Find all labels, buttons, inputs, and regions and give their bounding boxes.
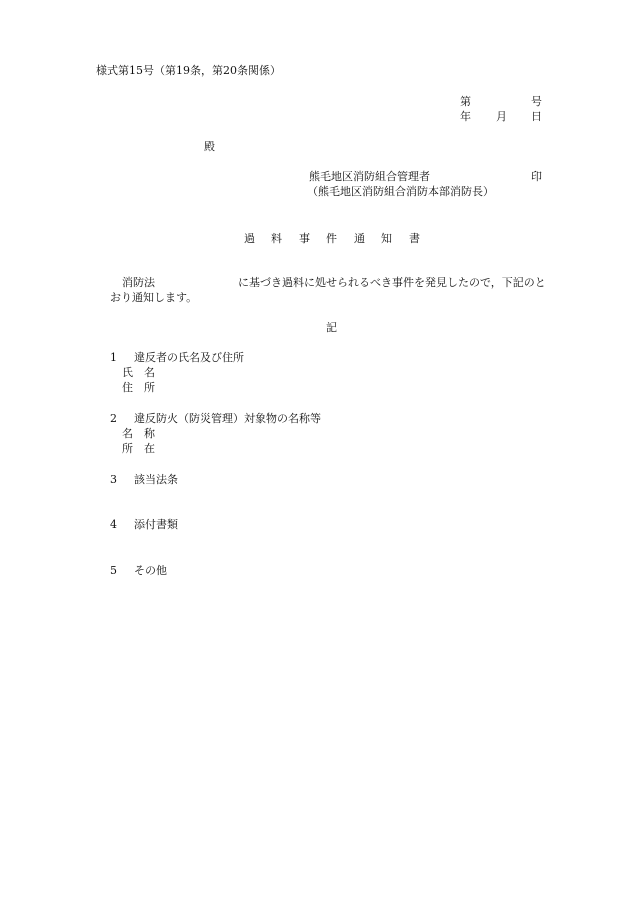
- section-title: 違反者の氏名及び住所: [134, 351, 244, 364]
- section-title: その他: [134, 564, 167, 577]
- title-char: 通: [354, 232, 365, 245]
- ki-label: 記: [326, 321, 337, 334]
- body-line1: に基づき過料に処せられるべき事件を発見したので，下記のと: [238, 276, 546, 289]
- doc-number-prefix: 第: [460, 95, 471, 108]
- section-number: 5: [110, 564, 117, 577]
- date-year: 年: [460, 110, 471, 123]
- section-title: 違反防火（防災管理）対象物の名称等: [134, 412, 321, 425]
- title-char: 事: [299, 232, 310, 245]
- title-char: 知: [381, 232, 392, 245]
- title-char: 件: [326, 232, 337, 245]
- section-field: 氏 名: [122, 366, 155, 379]
- section-title: 該当法条: [134, 473, 178, 486]
- section-title: 添付書類: [134, 518, 178, 531]
- issuer-name: 熊毛地区消防組合管理者: [309, 170, 430, 183]
- document-title: [0, 232, 630, 246]
- addressee-suffix: 殿: [204, 140, 215, 153]
- form-number: 様式第15号（第19条，第20条関係）: [96, 64, 281, 77]
- body-line2: おり通知します。: [110, 291, 198, 304]
- date-day: 日: [531, 110, 542, 123]
- title-char: 過: [244, 232, 255, 245]
- body-law: 消防法: [122, 276, 155, 289]
- section-field: 名 称: [122, 427, 155, 440]
- seal-mark: 印: [531, 170, 542, 183]
- title-char: 料: [271, 232, 282, 245]
- doc-number-suffix: 号: [531, 95, 542, 108]
- section-number: 4: [110, 518, 117, 531]
- section-number: 3: [110, 473, 117, 486]
- issuer-subtitle: （熊毛地区消防組合消防本部消防長）: [307, 185, 494, 198]
- title-char: 書: [409, 232, 420, 245]
- section-number: 2: [110, 412, 117, 425]
- section-field: 住 所: [122, 381, 155, 394]
- section-number: 1: [110, 351, 117, 364]
- date-month: 月: [496, 110, 507, 123]
- section-field: 所 在: [122, 442, 155, 455]
